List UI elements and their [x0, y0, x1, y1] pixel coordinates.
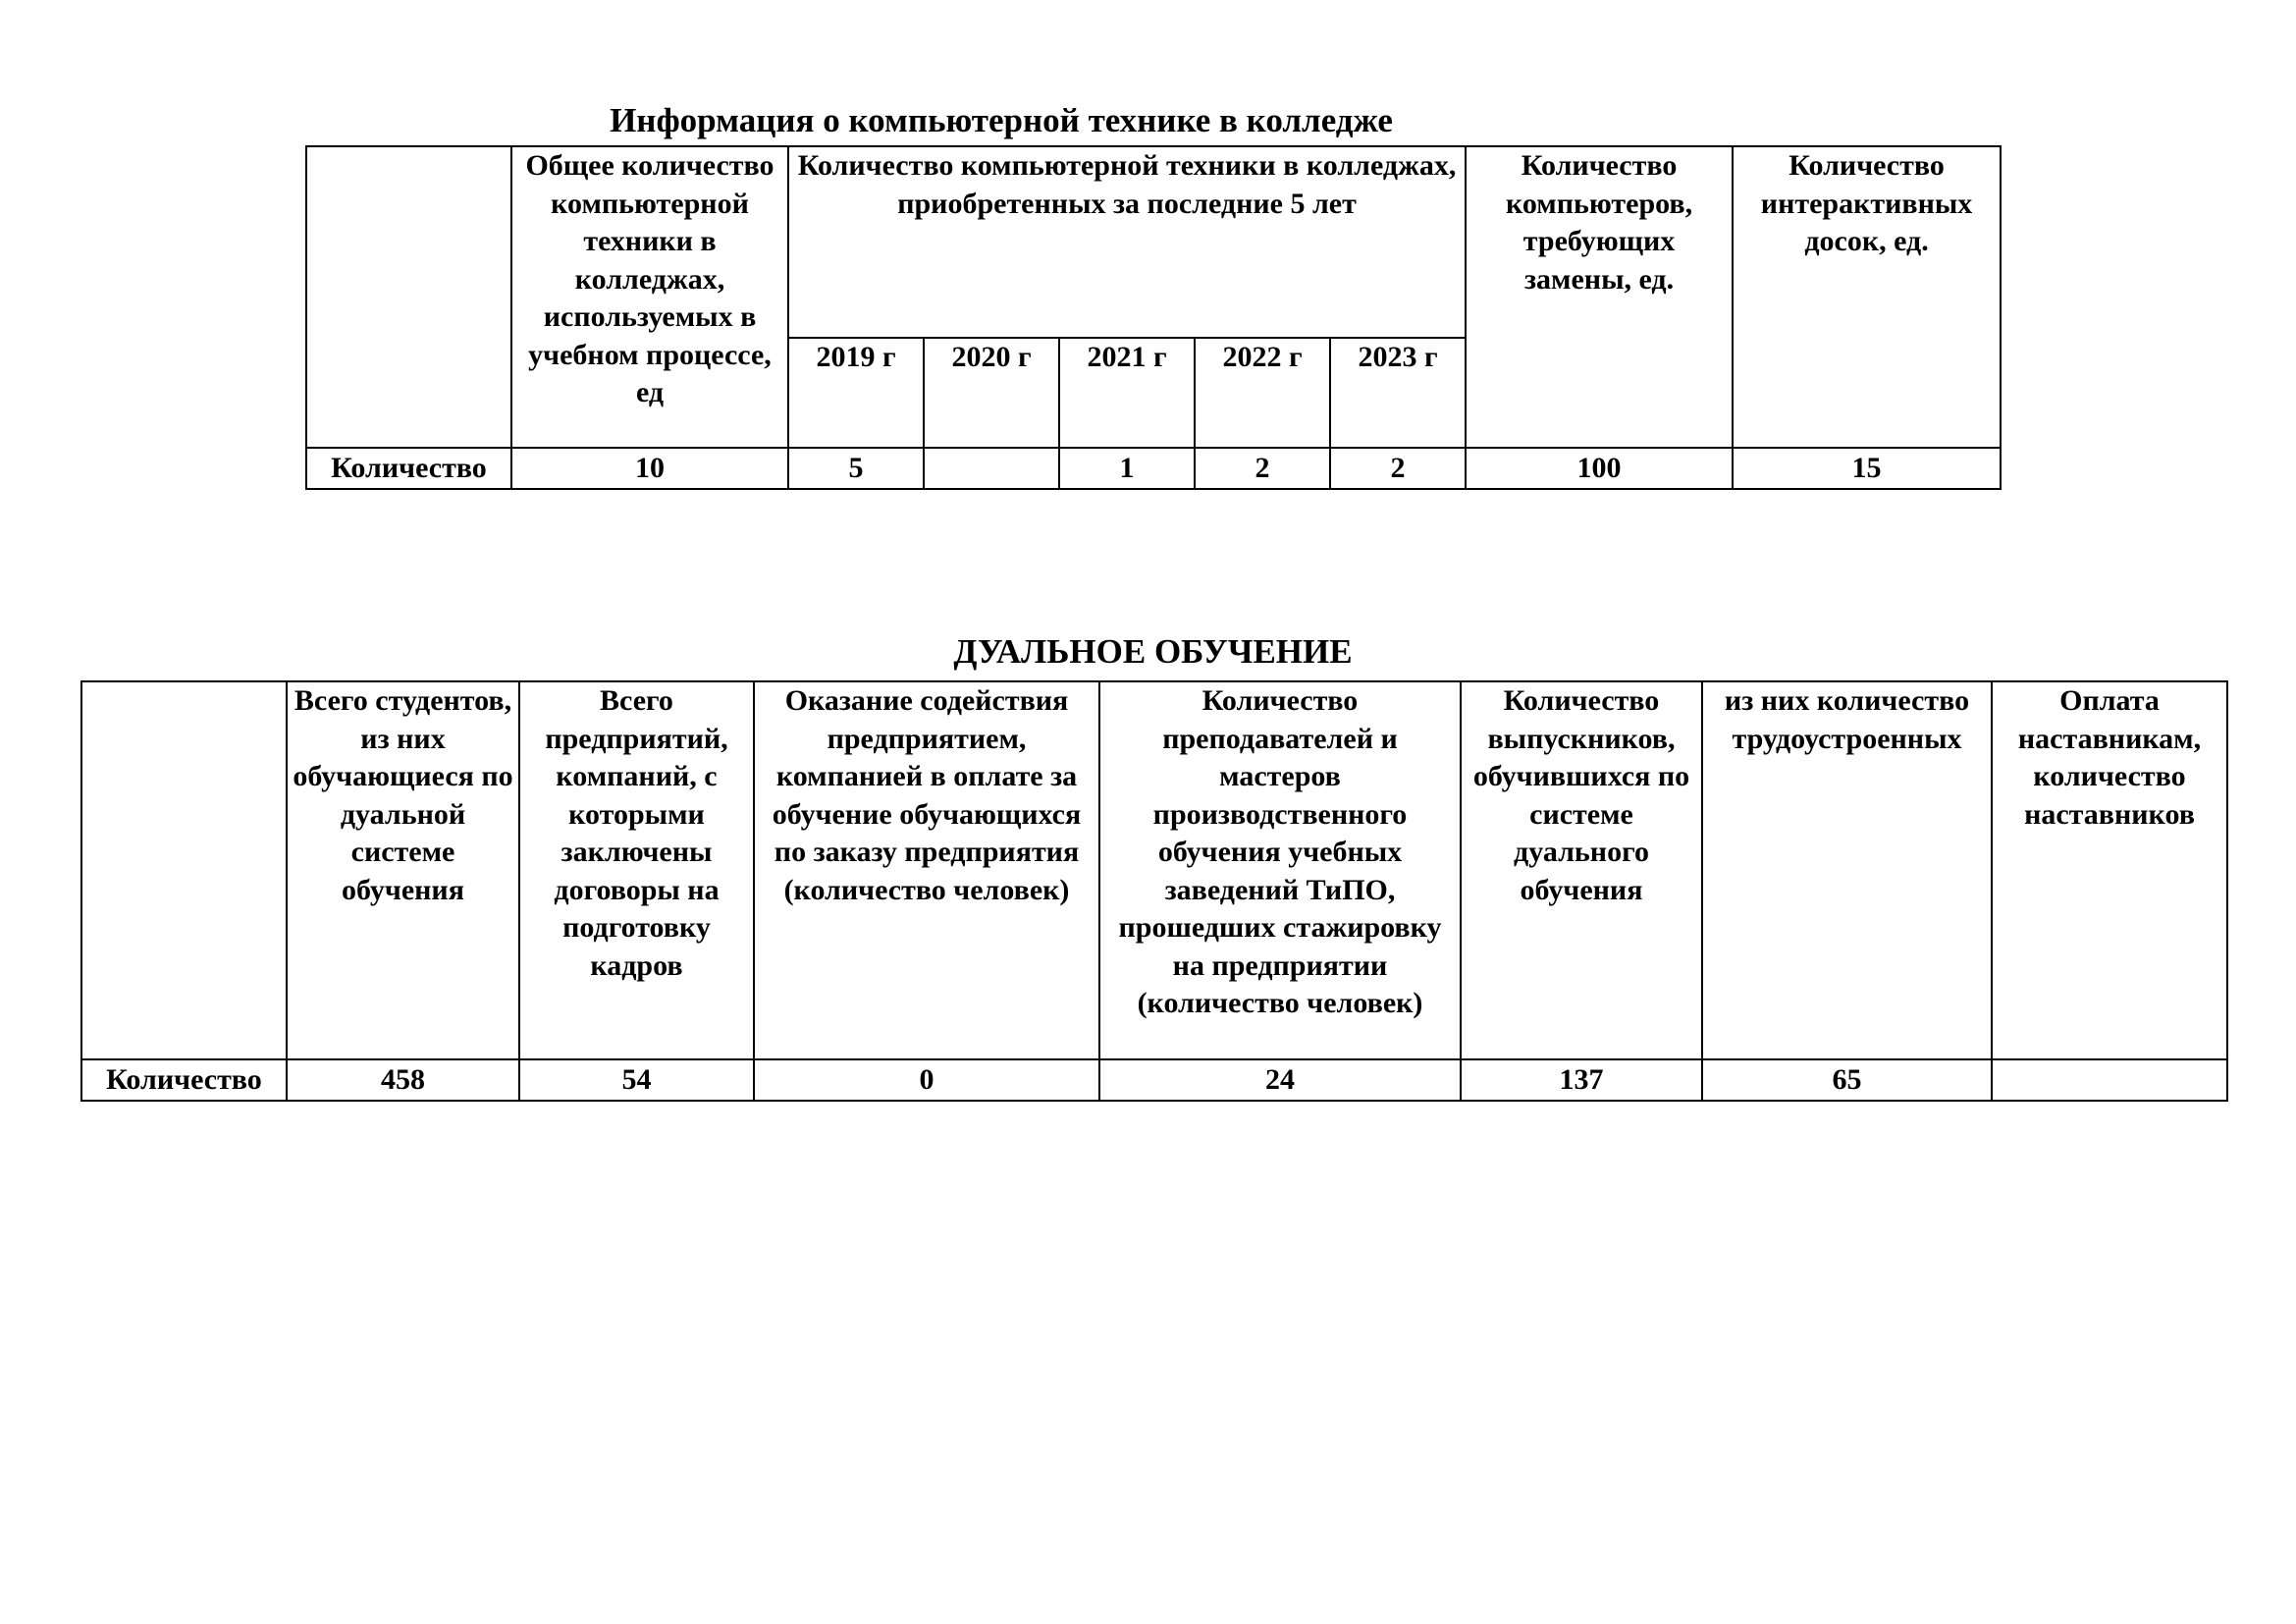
- header-year: 2019 г: [788, 338, 924, 448]
- computer-tech-table: [305, 145, 2002, 490]
- header-last-5-years: Количество компьютерной техники в колледжах, приобретенных за последние 5 лет: [788, 146, 1466, 338]
- cell-total: 10: [511, 448, 788, 489]
- header-row: [81, 681, 2227, 1059]
- header-total-students: Всего студентов, из них обучающиеся по дуальной системе обучения: [287, 681, 519, 1059]
- cell-2020: [924, 448, 1059, 489]
- header-mentors: Оплата наставникам, количество наставников: [1992, 681, 2227, 1059]
- cell-teachers: 24: [1099, 1059, 1461, 1101]
- row-label: Количество: [306, 448, 511, 489]
- header-total-tech: Общее количество компьютерной техники в колледжах, используемых в учебном процессе, ед: [511, 146, 788, 448]
- header-year: 2021 г: [1059, 338, 1195, 448]
- cell-2022: 2: [1195, 448, 1330, 489]
- header-employed: из них количество трудоустроенных: [1702, 681, 1992, 1059]
- header-empty-cell: [81, 681, 287, 1059]
- data-row: [306, 448, 2001, 489]
- header-row: [306, 146, 2001, 338]
- cell-boards: 15: [1733, 448, 2001, 489]
- header-year: 2023 г: [1330, 338, 1466, 448]
- row-label: Количество: [81, 1059, 287, 1101]
- header-interactive-boards: Количество интерактивных досок, ед.: [1733, 146, 2001, 448]
- cell-payment: 0: [754, 1059, 1099, 1101]
- cell-replace: 100: [1466, 448, 1733, 489]
- cell-2021: 1: [1059, 448, 1195, 489]
- cell-2019: 5: [788, 448, 924, 489]
- header-year: 2022 г: [1195, 338, 1330, 448]
- data-row: [81, 1059, 2227, 1101]
- cell-employed: 65: [1702, 1059, 1992, 1101]
- header-enterprise-payment: Оказание содействия предприятием, компанией в оплате за обучение обучающихся по заказу предприятия (количество человек): [754, 681, 1099, 1059]
- cell-graduates: 137: [1461, 1059, 1702, 1101]
- header-total-enterprises: Всего предприятий, компаний, с которыми заключены договоры на подготовку кадров: [519, 681, 754, 1059]
- cell-enterprises: 54: [519, 1059, 754, 1101]
- header-empty-cell: [306, 146, 511, 448]
- dual-education-table: [80, 680, 2228, 1102]
- cell-mentors: [1992, 1059, 2227, 1101]
- cell-2023: 2: [1330, 448, 1466, 489]
- cell-students: 458: [287, 1059, 519, 1101]
- dual-education-title: ДУАЛЬНОЕ ОБУЧЕНИЕ: [953, 632, 1353, 671]
- header-computers-replace: Количество компьютеров, требующих замены, ед.: [1466, 146, 1733, 448]
- computer-tech-title: Информация о компьютерной технике в колледже: [610, 101, 1393, 139]
- header-teachers-internship: Количество преподавателей и мастеров производственного обучения учебных заведений ТиПО, прошедших стажировку на предприятии (количество человек): [1099, 681, 1461, 1059]
- header-year: 2020 г: [924, 338, 1059, 448]
- header-graduates: Количество выпускников, обучившихся по системе дуального обучения: [1461, 681, 1702, 1059]
